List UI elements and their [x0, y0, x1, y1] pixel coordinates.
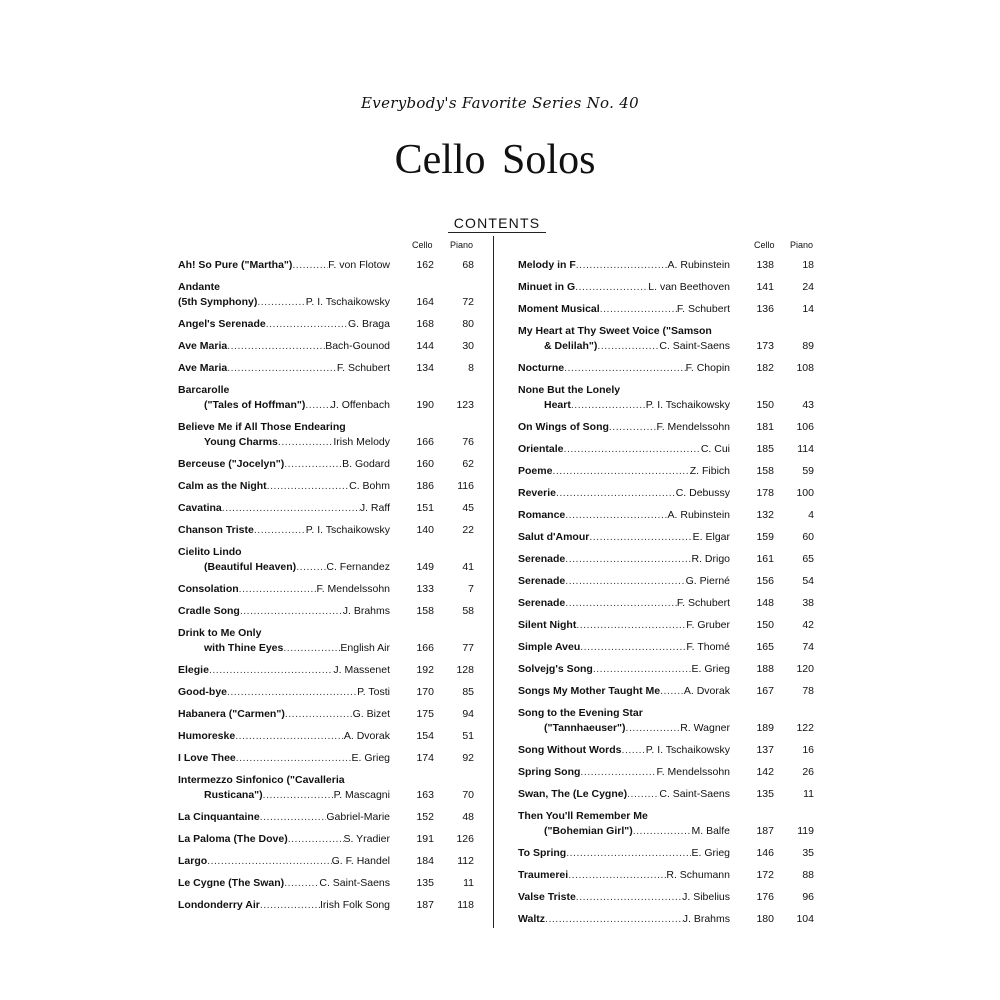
piano-page-number: 70: [462, 789, 474, 801]
entry-composer: R. Wagner: [680, 722, 730, 734]
entry-composer: A. Dvorak: [343, 730, 390, 742]
cello-page-number: 189: [756, 722, 774, 734]
contents-entry: [518, 662, 816, 677]
entry-title-line: Barcarolle: [178, 384, 230, 396]
contents-entry: [518, 868, 816, 883]
cello-page-number: 138: [756, 259, 774, 271]
entry-title: Berceuse ("Jocelyn"): [178, 458, 285, 470]
piano-page-number: 62: [462, 458, 474, 470]
cello-page-number: 191: [416, 833, 434, 845]
page-title: Cello Solos: [394, 137, 596, 183]
entry-title: Orientale: [518, 443, 564, 455]
piano-column-header: Piano: [450, 240, 474, 250]
entry-title: To Spring: [518, 847, 567, 859]
contents-entry: [518, 574, 816, 589]
cello-page-number: 188: [756, 663, 774, 675]
entry-title: Songs My Mother Taught Me: [518, 685, 661, 697]
contents-entry: [178, 317, 476, 332]
entry-title: Valse Triste: [518, 891, 576, 903]
entry-title: Young Charms: [204, 436, 278, 448]
entry-composer: English Air: [340, 642, 390, 654]
contents-entry: [518, 302, 816, 317]
cello-page-number: 135: [756, 788, 774, 800]
entry-composer: Gabriel-Marie: [326, 811, 390, 823]
cello-page-number: 187: [416, 899, 434, 911]
entry-composer: Irish Folk Song: [319, 899, 390, 911]
entry-composer: G. Bizet: [352, 708, 390, 720]
contents-entry: [178, 545, 476, 575]
piano-page-number: 4: [808, 509, 814, 521]
entry-title: Humoreske: [178, 730, 236, 742]
contents-entry: [518, 508, 816, 523]
entry-composer: B. Godard: [342, 458, 390, 470]
piano-page-number: 24: [802, 281, 814, 293]
cello-page-number: 170: [416, 686, 434, 698]
entry-title: ("Tales of Hoffman"): [204, 399, 306, 411]
piano-page-number: 51: [462, 730, 474, 742]
cello-page-number: 148: [756, 597, 774, 609]
entry-composer: C. Bohm: [349, 480, 390, 492]
cello-page-number: 186: [416, 480, 434, 492]
entry-title: (Beautiful Heaven): [204, 561, 297, 573]
contents-entry: [178, 876, 476, 891]
piano-page-number: 11: [803, 788, 814, 800]
entry-composer: C. Saint-Saens: [319, 877, 390, 889]
entry-composer: Irish Melody: [333, 436, 390, 448]
piano-page-number: 65: [802, 553, 814, 565]
cello-page-number: 178: [756, 487, 774, 499]
piano-page-number: 114: [797, 443, 814, 455]
entry-title: Song Without Words: [518, 744, 622, 756]
entry-title: Ave Maria: [178, 362, 228, 374]
contents-entry: [178, 685, 476, 700]
cello-page-number: 166: [416, 642, 434, 654]
cello-page-number: 135: [416, 877, 434, 889]
entry-title: Nocturne: [518, 362, 565, 374]
entry-title: Serenade: [518, 597, 566, 609]
contents-entry: [518, 420, 816, 435]
cello-page-number: 164: [416, 296, 434, 308]
column-headers: [178, 240, 476, 254]
entry-composer: F. Mendelssohn: [656, 421, 730, 433]
entry-composer: C. Saint-Saens: [659, 340, 730, 352]
contents-entry: [518, 361, 816, 376]
entry-composer: F. Chopin: [685, 362, 730, 374]
contents-entry: [178, 501, 476, 516]
cello-page-number: 174: [416, 752, 434, 764]
contents-entry: [178, 832, 476, 847]
cello-page-number: 132: [756, 509, 774, 521]
entry-composer: J. Massenet: [333, 664, 390, 676]
cello-page-number: 161: [756, 553, 774, 565]
piano-page-number: 122: [796, 722, 814, 734]
piano-page-number: 123: [456, 399, 474, 411]
contents-entry: [178, 523, 476, 538]
entry-composer: P. I. Tschaikowsky: [305, 524, 390, 536]
contents-entry: [518, 280, 816, 295]
entry-composer: S. Yradier: [343, 833, 390, 845]
cello-page-number: 184: [416, 855, 434, 867]
contents-entry: [178, 604, 476, 619]
entry-title: Rusticana"): [204, 789, 263, 801]
entry-composer: G. F. Handel: [331, 855, 390, 867]
contents-entry: [178, 582, 476, 597]
entry-title: Elegie: [178, 664, 209, 676]
cello-page-number: 185: [756, 443, 774, 455]
entry-title-line: Andante: [178, 281, 220, 293]
piano-page-number: 14: [802, 303, 814, 315]
entry-composer: F. Thomé: [686, 641, 730, 653]
piano-page-number: 35: [802, 847, 814, 859]
entry-composer: F. Gruber: [686, 619, 730, 631]
piano-page-number: 100: [796, 487, 814, 499]
piano-page-number: 48: [462, 811, 474, 823]
entry-composer: J. Brahms: [682, 913, 730, 925]
contents-entry: [178, 457, 476, 472]
entry-title: Minuet in G: [518, 281, 576, 293]
piano-page-number: 120: [796, 663, 814, 675]
cello-page-number: 156: [756, 575, 774, 587]
piano-page-number: 116: [457, 480, 474, 492]
piano-page-number: 11: [463, 877, 474, 889]
cello-page-number: 158: [756, 465, 774, 477]
contents-entry: [518, 596, 816, 611]
entry-composer: F. Schubert: [676, 303, 730, 315]
contents-entry: [178, 729, 476, 744]
piano-page-number: 89: [802, 340, 814, 352]
entry-title-line: None But the Lonely: [518, 384, 621, 396]
entry-composer: R. Schumann: [666, 869, 730, 881]
contents-entry: [178, 773, 476, 803]
contents-entry: [178, 361, 476, 376]
cello-page-number: 144: [416, 340, 434, 352]
entry-title: Serenade: [518, 575, 566, 587]
piano-page-number: 104: [796, 913, 814, 925]
contents-entry: [518, 765, 816, 780]
entry-title: Calm as the Night: [178, 480, 267, 492]
contents-entry: [178, 258, 476, 273]
entry-composer: L. van Beethoven: [648, 281, 730, 293]
entry-title: On Wings of Song: [518, 421, 609, 433]
piano-page-number: 8: [468, 362, 474, 374]
entry-title-line: Song to the Evening Star: [518, 707, 643, 719]
entry-composer: J. Brahms: [342, 605, 390, 617]
contents-entry: [518, 787, 816, 802]
entry-composer: F. von Flotow: [328, 259, 390, 271]
entry-composer: E. Grieg: [691, 663, 730, 675]
cello-page-number: 166: [416, 436, 434, 448]
piano-page-number: 72: [462, 296, 474, 308]
piano-page-number: 112: [457, 855, 474, 867]
entry-title: Romance: [518, 509, 566, 521]
cello-page-number: 175: [416, 708, 434, 720]
cello-page-number: 154: [416, 730, 434, 742]
entry-composer: P. Tosti: [357, 686, 390, 698]
cello-page-number: 140: [416, 524, 434, 536]
piano-page-number: 119: [797, 825, 814, 837]
contents-entry: [518, 890, 816, 905]
entry-composer: J. Raff: [359, 502, 390, 514]
entry-title-line: Cielito Lindo: [178, 546, 242, 558]
piano-page-number: 96: [802, 891, 814, 903]
entry-composer: E. Grieg: [351, 752, 390, 764]
contents-entry: [178, 810, 476, 825]
contents-entry: [178, 339, 476, 354]
cello-page-number: 133: [416, 583, 434, 595]
piano-page-number: 58: [462, 605, 474, 617]
entry-title: Le Cygne (The Swan): [178, 877, 285, 889]
entry-title: Chanson Triste: [178, 524, 254, 536]
cello-page-number: 180: [756, 913, 774, 925]
cello-page-number: 141: [756, 281, 774, 293]
entry-composer: C. Debussy: [675, 487, 730, 499]
entry-composer: J. Sibelius: [682, 891, 730, 903]
entry-composer: Z. Fibich: [689, 465, 730, 477]
cello-page-number: 137: [756, 744, 774, 756]
entry-title: Heart: [544, 399, 571, 411]
piano-page-number: 92: [462, 752, 474, 764]
entry-title-line: Then You'll Remember Me: [518, 810, 648, 822]
piano-page-number: 106: [796, 421, 814, 433]
series-title: Everybody's Favorite Series No. 40: [361, 94, 639, 112]
cello-page-number: 187: [756, 825, 774, 837]
cello-page-number: 150: [756, 619, 774, 631]
cello-page-number: 152: [416, 811, 434, 823]
piano-column-header: Piano: [790, 240, 814, 250]
cello-page-number: 158: [416, 605, 434, 617]
entry-title: Londonderry Air: [178, 899, 260, 911]
piano-page-number: 78: [802, 685, 814, 697]
piano-page-number: 108: [796, 362, 814, 374]
entry-title: Poeme: [518, 465, 553, 477]
entry-composer: J. Offenbach: [330, 399, 390, 411]
entry-composer: M. Balfe: [691, 825, 730, 837]
entry-composer: R. Drigo: [691, 553, 730, 565]
entry-title: Swan, The (Le Cygne): [518, 788, 628, 800]
contents-entry: [518, 846, 816, 861]
contents-entry: [178, 707, 476, 722]
piano-page-number: 54: [802, 575, 814, 587]
entry-title: Ah! So Pure ("Martha"): [178, 259, 293, 271]
entry-composer: C. Fernandez: [326, 561, 390, 573]
cello-page-number: 150: [756, 399, 774, 411]
entry-title: Largo: [178, 855, 208, 867]
contents-entry: [518, 743, 816, 758]
contents-entry: [518, 809, 816, 839]
cello-page-number: 167: [756, 685, 774, 697]
piano-page-number: 22: [462, 524, 474, 536]
cello-page-number: 136: [756, 303, 774, 315]
piano-page-number: 85: [462, 686, 474, 698]
piano-page-number: 74: [802, 641, 814, 653]
entry-title: Ave Maria: [178, 340, 228, 352]
contents-entry: [518, 618, 816, 633]
contents-entry: [178, 854, 476, 869]
contents-entry: [178, 626, 476, 656]
contents-entry: [518, 912, 816, 927]
column-divider: [493, 236, 494, 928]
piano-page-number: 77: [462, 642, 474, 654]
cello-page-number: 181: [756, 421, 774, 433]
cello-page-number: 165: [756, 641, 774, 653]
entry-title-line: My Heart at Thy Sweet Voice ("Samson: [518, 325, 712, 337]
contents-entry: [178, 280, 476, 310]
piano-page-number: 18: [802, 259, 814, 271]
entry-title: Habanera ("Carmen"): [178, 708, 285, 720]
entry-title-line: Drink to Me Only: [178, 627, 262, 639]
contents-entry: [518, 552, 816, 567]
contents-heading: CONTENTS: [448, 215, 546, 233]
piano-page-number: 126: [456, 833, 474, 845]
piano-page-number: 94: [462, 708, 474, 720]
piano-page-number: 43: [802, 399, 814, 411]
entry-title: Consolation: [178, 583, 239, 595]
contents-entry: [518, 258, 816, 273]
entry-composer: F. Schubert: [336, 362, 390, 374]
piano-page-number: 45: [462, 502, 474, 514]
cello-page-number: 182: [756, 362, 774, 374]
piano-page-number: 42: [802, 619, 814, 631]
entry-title: Angel's Serenade: [178, 318, 266, 330]
contents-entry: [518, 464, 816, 479]
entry-title: La Cinquantaine: [178, 811, 260, 823]
cello-page-number: 192: [416, 664, 434, 676]
entry-title: I Love Thee: [178, 752, 236, 764]
contents-entry: [178, 751, 476, 766]
piano-page-number: 38: [802, 597, 814, 609]
entry-composer: P. I. Tschaikowsky: [645, 744, 730, 756]
cello-page-number: 146: [756, 847, 774, 859]
entry-title: Cradle Song: [178, 605, 240, 617]
entry-composer: P. I. Tschaikowsky: [305, 296, 390, 308]
entry-composer: Bach-Gounod: [325, 340, 390, 352]
entry-composer: A. Rubinstein: [667, 509, 730, 521]
contents-entry: [518, 486, 816, 501]
cello-page-number: 149: [416, 561, 434, 573]
cello-page-number: 142: [756, 766, 774, 778]
contents-entry: [518, 530, 816, 545]
contents-left-column: [178, 240, 476, 913]
cello-column-header: Cello: [754, 240, 775, 250]
contents-right-column: [518, 240, 816, 927]
entry-composer: G. Pierné: [685, 575, 730, 587]
entry-composer: P. Mascagni: [333, 789, 390, 801]
entry-title-line: Believe Me if All Those Endearing: [178, 421, 346, 433]
entry-title: ("Bohemian Girl"): [544, 825, 633, 837]
contents-entry: [178, 420, 476, 450]
piano-page-number: 30: [462, 340, 474, 352]
cello-page-number: 134: [416, 362, 434, 374]
cello-page-number: 172: [756, 869, 774, 881]
entry-title: Serenade: [518, 553, 566, 565]
piano-page-number: 60: [802, 531, 814, 543]
entry-composer: C. Saint-Saens: [659, 788, 730, 800]
entry-title: & Delilah"): [544, 340, 598, 352]
entry-title: ("Tannhaeuser"): [544, 722, 626, 734]
piano-page-number: 80: [462, 318, 474, 330]
entry-title: Moment Musical: [518, 303, 600, 315]
entry-title: Solvejg's Song: [518, 663, 593, 675]
contents-entry: [178, 383, 476, 413]
entry-composer: G. Braga: [347, 318, 390, 330]
piano-page-number: 68: [462, 259, 474, 271]
entry-composer: A. Dvorak: [683, 685, 730, 697]
contents-entry: [178, 479, 476, 494]
piano-page-number: 76: [462, 436, 474, 448]
entry-title: Cavatina: [178, 502, 222, 514]
cello-page-number: 190: [416, 399, 434, 411]
entry-composer: P. I. Tschaikowsky: [645, 399, 730, 411]
piano-page-number: 118: [457, 899, 474, 911]
entry-composer: C. Cui: [700, 443, 730, 455]
entry-composer: E. Elgar: [692, 531, 730, 543]
entry-title-line: Intermezzo Sinfonico ("Cavalleria: [178, 774, 345, 786]
entry-title: Salut d'Amour: [518, 531, 590, 543]
entry-composer: F. Mendelssohn: [656, 766, 730, 778]
entry-title: Silent Night: [518, 619, 577, 631]
entry-title: with Thine Eyes: [204, 642, 284, 654]
contents-entry: [518, 442, 816, 457]
entry-title: La Paloma (The Dove): [178, 833, 288, 845]
piano-page-number: 59: [802, 465, 814, 477]
contents-entry: [518, 324, 816, 354]
entry-title: Waltz: [518, 913, 546, 925]
contents-entry: [178, 898, 476, 913]
cello-page-number: 160: [416, 458, 434, 470]
entry-title: Simple Aveu: [518, 641, 581, 653]
cello-page-number: 168: [416, 318, 434, 330]
contents-entry: [518, 640, 816, 655]
cello-page-number: 151: [416, 502, 434, 514]
piano-page-number: 88: [802, 869, 814, 881]
piano-page-number: 26: [802, 766, 814, 778]
column-headers: [518, 240, 816, 254]
cello-page-number: 159: [756, 531, 774, 543]
entry-title: Traumerei: [518, 869, 569, 881]
entry-title: (5th Symphony): [178, 296, 258, 308]
cello-page-number: 162: [416, 259, 434, 271]
entry-composer: F. Mendelssohn: [316, 583, 390, 595]
entry-title: Melody in F: [518, 259, 576, 271]
piano-page-number: 7: [468, 583, 474, 595]
cello-page-number: 163: [416, 789, 434, 801]
entry-title: Good-bye: [178, 686, 227, 698]
contents-entry: [178, 663, 476, 678]
contents-entry: [518, 684, 816, 699]
contents-entry: [518, 383, 816, 413]
entry-composer: A. Rubinstein: [667, 259, 730, 271]
entry-composer: E. Grieg: [691, 847, 730, 859]
entry-title: Reverie: [518, 487, 556, 499]
piano-page-number: 41: [462, 561, 474, 573]
entry-title: Spring Song: [518, 766, 581, 778]
piano-page-number: 128: [456, 664, 474, 676]
piano-page-number: 16: [802, 744, 814, 756]
contents-entry: [518, 706, 816, 736]
entry-composer: F. Schubert: [676, 597, 730, 609]
cello-page-number: 176: [756, 891, 774, 903]
cello-column-header: Cello: [412, 240, 433, 250]
cello-page-number: 173: [756, 340, 774, 352]
